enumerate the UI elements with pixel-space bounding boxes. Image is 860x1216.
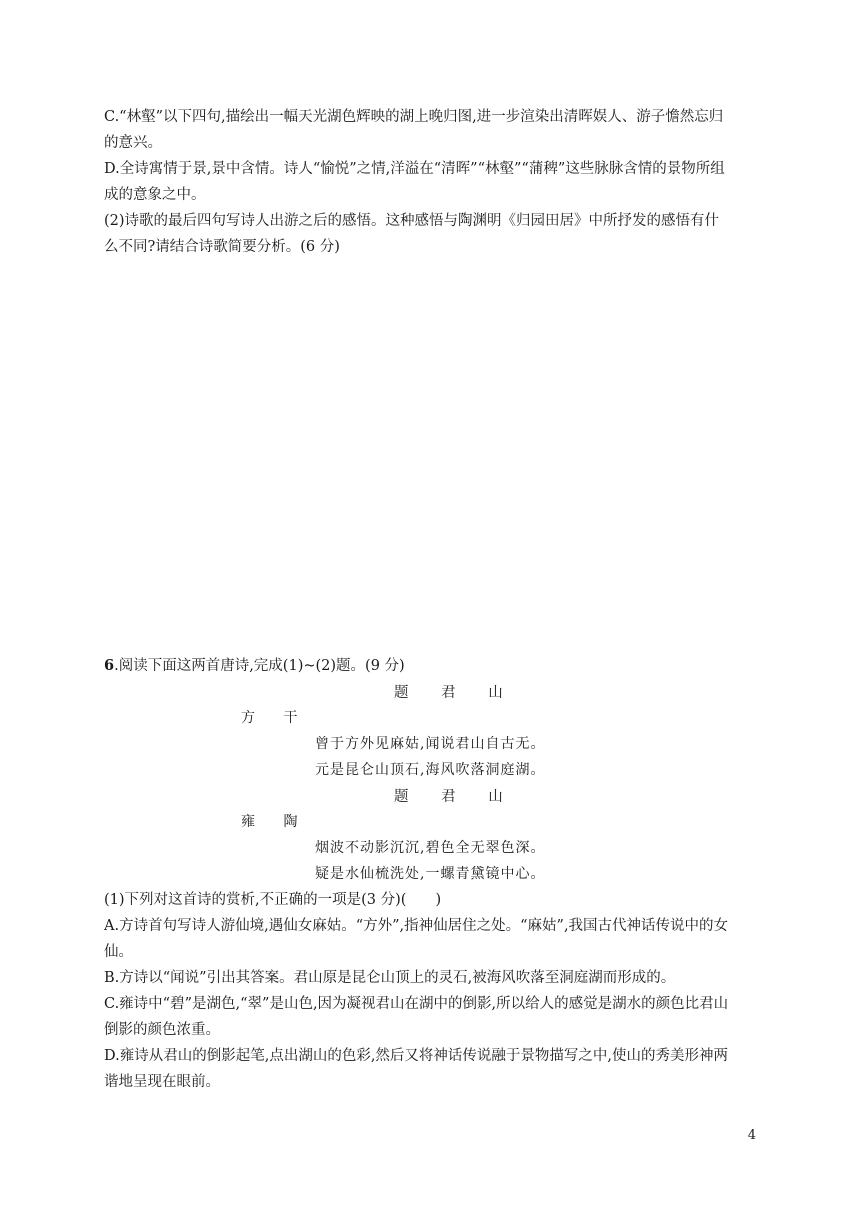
option-d-line-1: D.全诗寓情于景,景中含情。诗人“愉悦”之情,洋溢在“清晖”“林壑”“蒲稗”这些脉脉含情的景物所组 — [104, 161, 725, 177]
option-c2-line-2: 倒影的颜色浓重。 — [104, 1022, 220, 1038]
question-2-line-2: 么不同?请结合诗歌简要分析。(6 分) — [104, 239, 340, 255]
option-c-line-2: 的意兴。 — [104, 135, 162, 151]
poem-1-line-2: 元是昆仑山顶石,海风吹落洞庭湖。 — [315, 762, 546, 778]
poem-2-author: 雍 陶 — [241, 814, 310, 830]
page-number: 4 — [747, 1128, 756, 1143]
option-a-line-1: A.方诗首句写诗人游仙境,遇仙女麻姑。“方外”,指神仙居住之处。“麻姑”,我国古代神话传说中的女 — [104, 918, 729, 934]
poem-1-author: 方 干 — [241, 710, 310, 726]
option-b-line-1: B.方诗以“闻说”引出其答案。君山原是昆仑山顶上的灵石,被海风吹落至洞庭湖而形成的。 — [104, 970, 676, 986]
option-d2-line-1: D.雍诗从君山的倒影起笔,点出湖山的色彩,然后又将神话传说融于景物描写之中,使山的秀美形神两 — [104, 1048, 729, 1064]
question-6-text: .阅读下面这两首唐诗,完成(1)~(2)题。(9 分) — [114, 658, 405, 674]
question-6-number: 6 — [104, 657, 115, 674]
poem-2-title: 题 君 山 — [394, 789, 517, 805]
option-c2-line-1: C.雍诗中“碧”是湖色,“翠”是山色,因为凝视君山在湖中的倒影,所以给人的感觉是湖水的颜色比君山 — [104, 996, 729, 1012]
option-c-line-1: C.“林壑”以下四句,描绘出一幅天光湖色辉映的湖上晚归图,进一步渲染出清晖娱人、游子憺然忘归 — [104, 109, 724, 125]
option-d2-line-2: 谐地呈现在眼前。 — [104, 1074, 220, 1090]
poem-1-line-1: 曾于方外见麻姑,闻说君山自古无。 — [315, 736, 546, 752]
poem-2-line-2: 疑是水仙梳洗处,一螺青黛镜中心。 — [315, 866, 546, 882]
question-6-prompt — [104, 655, 764, 677]
sub-question-1: (1)下列对这首诗的赏析,不正确的一项是(3 分)( ) — [104, 892, 442, 908]
poem-1-title: 题 君 山 — [394, 685, 517, 701]
question-2-line-1: (2)诗歌的最后四句写诗人出游之后的感悟。这种感悟与陶渊明《归园田居》中所抒发的感悟有什 — [104, 213, 720, 229]
option-d-line-2: 成的意象之中。 — [104, 187, 206, 203]
poem-2-line-1: 烟波不动影沉沉,碧色全无翠色深。 — [315, 840, 546, 856]
option-a-line-2: 仙。 — [104, 944, 133, 960]
